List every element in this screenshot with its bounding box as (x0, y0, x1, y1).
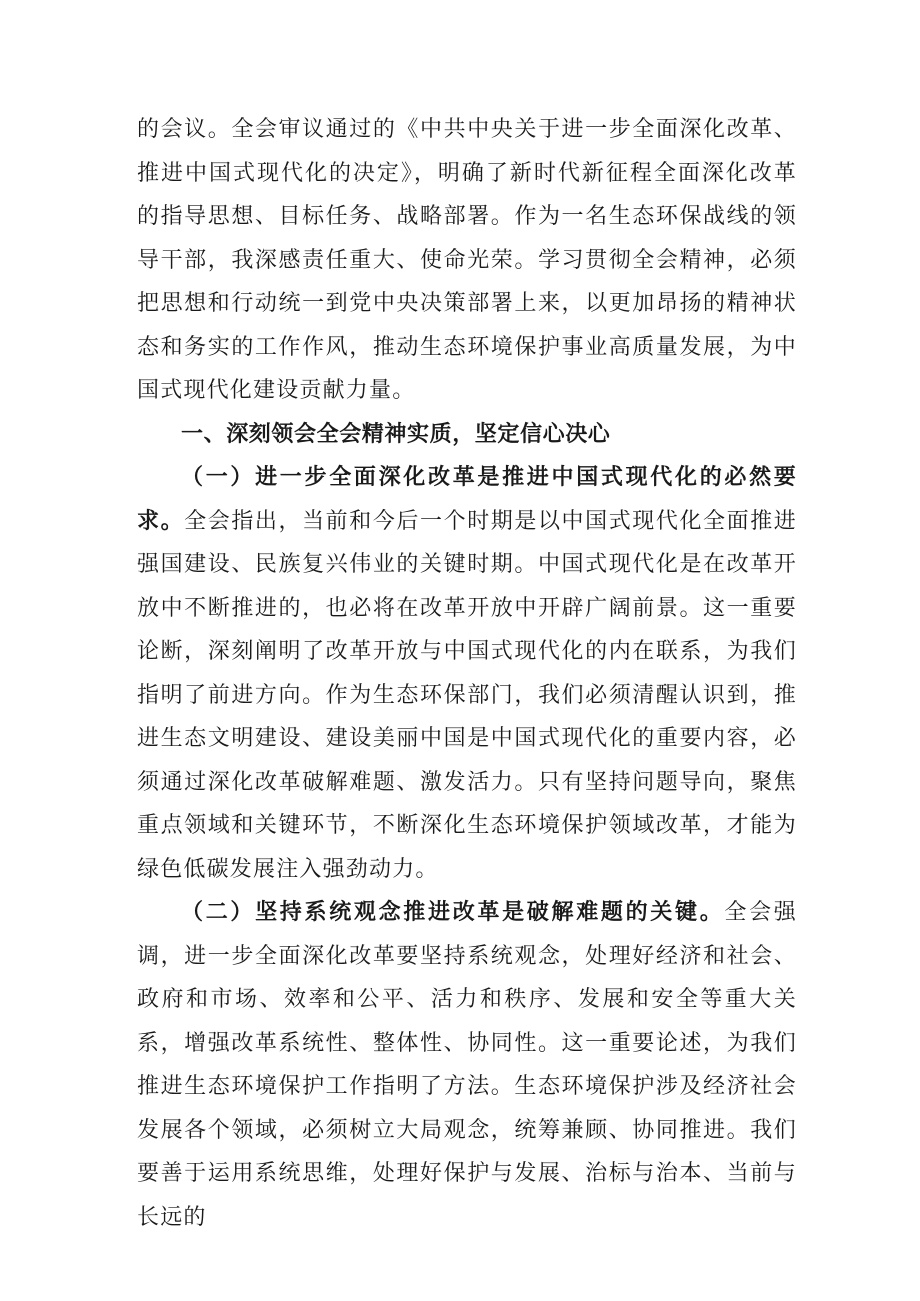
subsection-1-heading: （一）进一步全面深化改革是推进中国式现代化的必然要求。 (137, 464, 797, 534)
subsection-2-heading: （二）坚持系统观念推进改革是破解难题的关键。 (181, 899, 725, 925)
section-heading: 一、深刻领会全会精神实质，坚定信心决心 (181, 421, 611, 447)
document-body (137, 108, 797, 1239)
subsection-2-paragraph (137, 891, 797, 1239)
intro-paragraph: 的会议。全会审议通过的《中共中央关于进一步全面深化改革、推进中国式现代化的决定》，明确了新时代新征程全面深化改革的指导思想、目标任务、战略部署。作为一名生态环保战线的领导干部，我深感责任重大、使命光荣。学习贯彻全会精神，必须把思想和行动统一到党中央决策部署上来，以更加昂扬的精神状态和务实的工作作风，推动生态环境保护事业高质量发展，为中国式现代化建设贡献力量。 (137, 117, 797, 403)
subsection-1-paragraph (137, 456, 797, 891)
subsection-2-body: 全会强调，进一步全面深化改革要坚持系统观念，处理好经济和社会、政府和市场、效率和公平、活力和秩序、发展和安全等重大关系，增强改革系统性、整体性、协同性。这一重要论述，为我们推进生态环境保护工作指明了方法。生态环境保护涉及经济社会发展各个领域，必须树立大局观念，统筹兼顾、协同推进。我们要善于运用系统思维，处理好保护与发展、治标与治本、当前与长远的 (137, 900, 797, 1230)
subsection-1-body: 全会指出，当前和今后一个时期是以中国式现代化全面推进强国建设、民族复兴伟业的关键时期。中国式现代化是在改革开放中不断推进的，也必将在改革开放中开辟广阔前景。这一重要论断，深刻阐明了改革开放与中国式现代化的内在联系，为我们指明了前进方向。作为生态环保部门，我们必须清醒认识到，推进生态文明建设、建设美丽中国是中国式现代化的重要内容，必须通过深化改革破解难题、激发活力。只有坚持问题导向，聚焦重点领域和关键环节，不断深化生态环境保护领域改革，才能为绿色低碳发展注入强劲动力。 (137, 508, 797, 882)
